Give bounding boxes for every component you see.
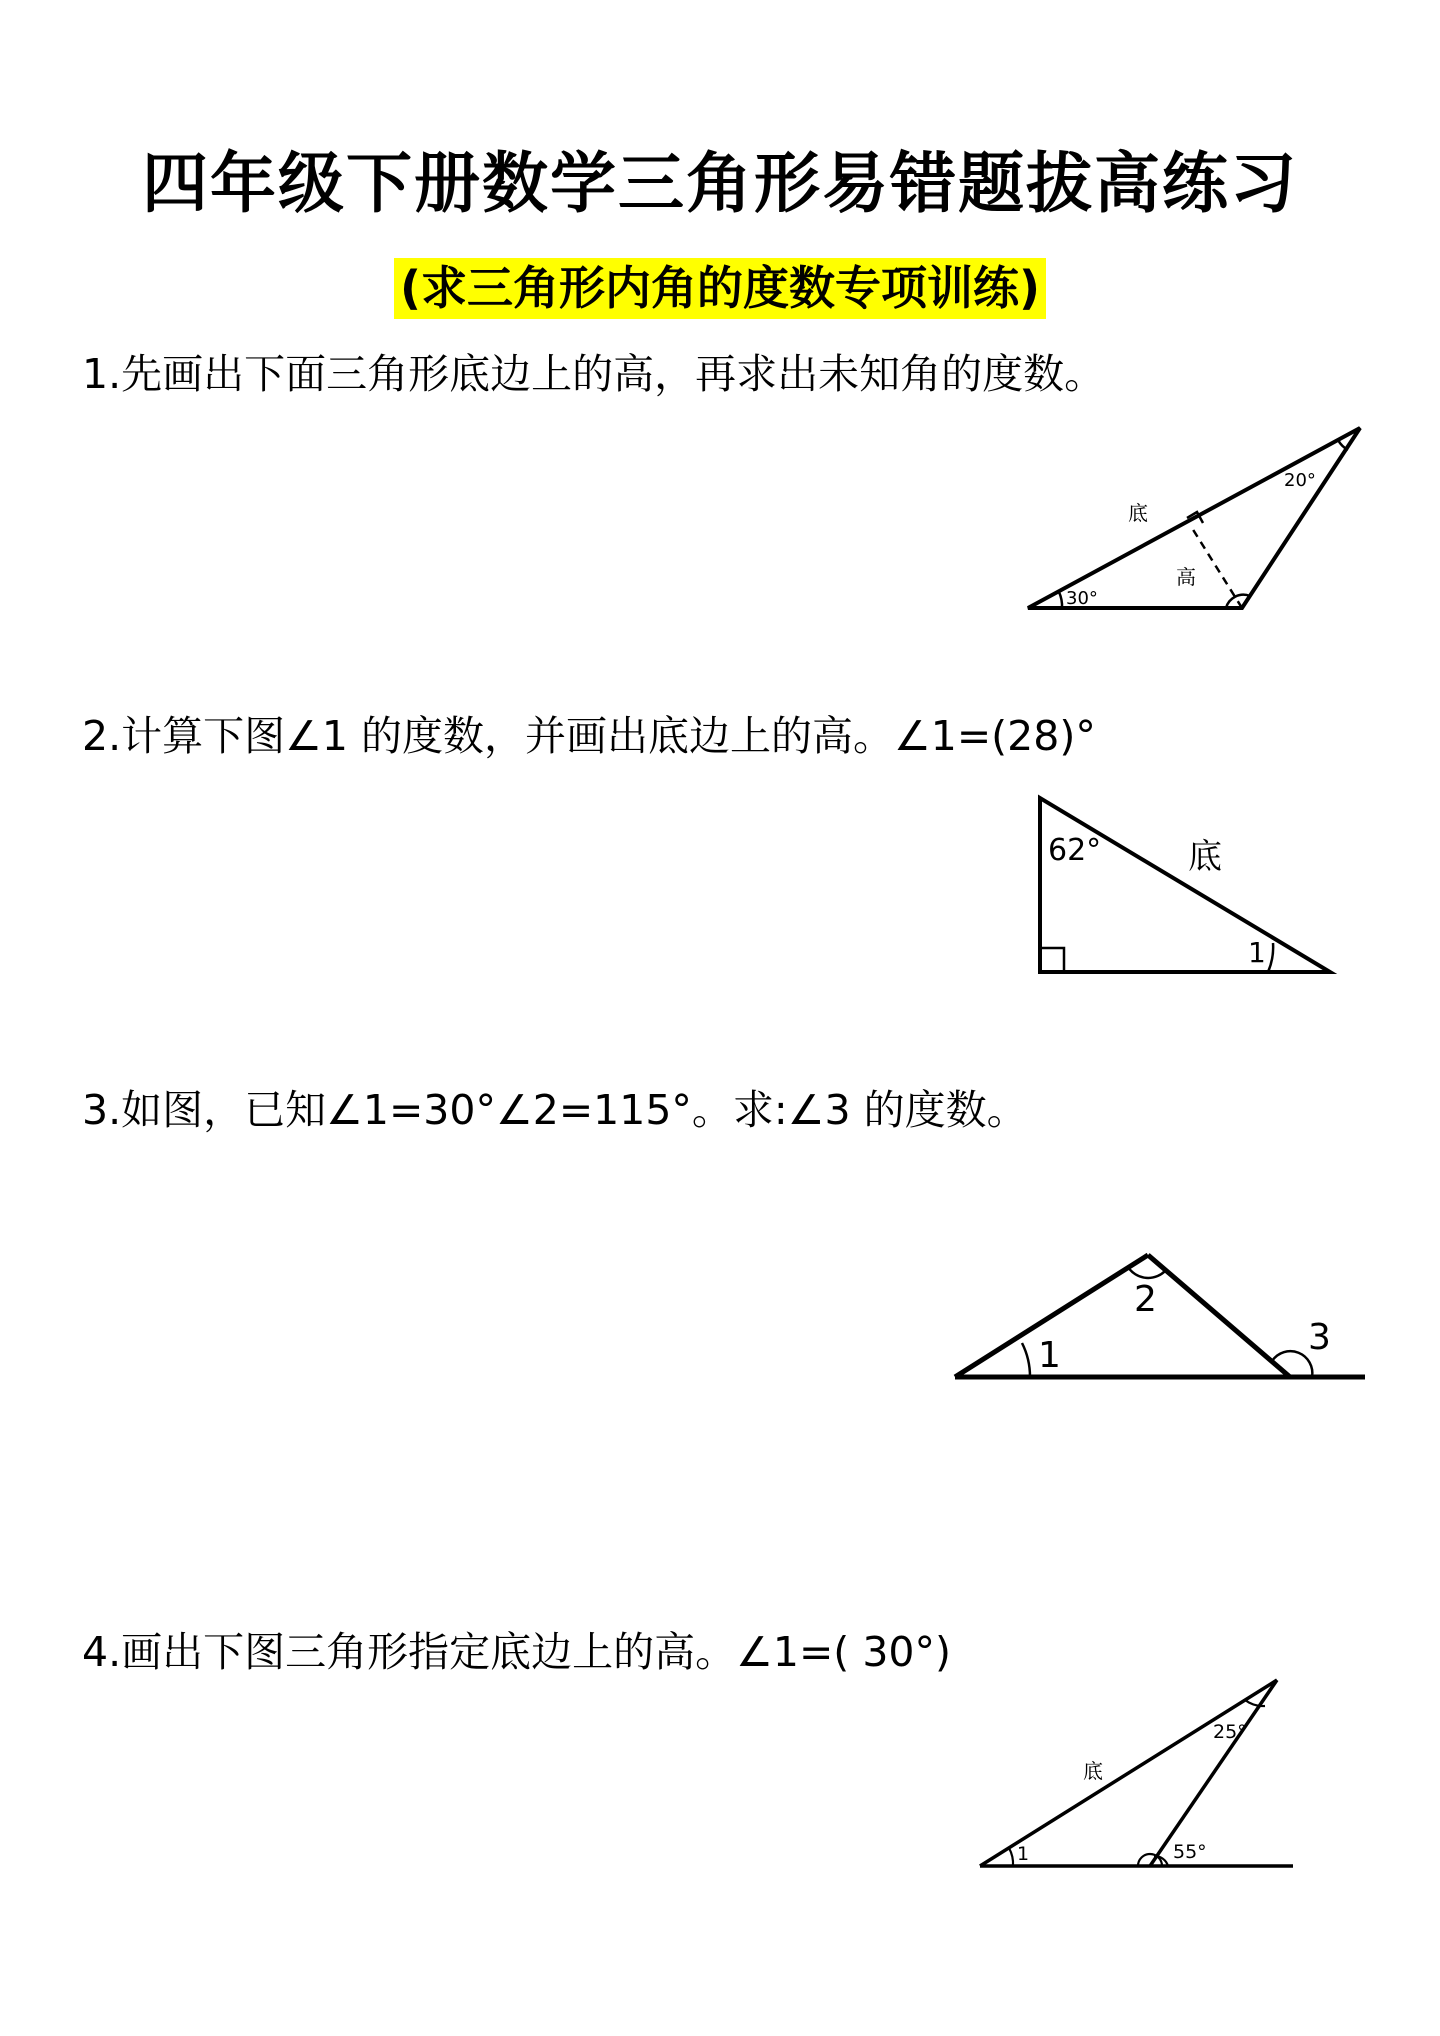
fig1-angle-a-label: 30°: [1066, 588, 1098, 609]
fig3-angle-2-label: 2: [1134, 1279, 1157, 1320]
figure-4-triangle: [975, 1670, 1305, 1875]
fig2-triangle-outline: [1040, 798, 1330, 972]
fig4-angle-1-label: 1: [1017, 1843, 1030, 1865]
fig3-angle-1-label: 1: [1038, 1335, 1061, 1376]
fig4-angle-ext-label: 55°: [1173, 1841, 1207, 1863]
fig4-short-side: [1150, 1680, 1277, 1866]
question-4: 4.画出下图三角形指定底边上的高。∠1=( 30°): [82, 1628, 952, 1676]
question-3: 3.如图，已知∠1=30°∠2=115°。求:∠3 的度数。: [82, 1086, 1028, 1134]
fig3-angle-1-arc: [1022, 1343, 1030, 1377]
figure-2-triangle: [1030, 790, 1340, 980]
fig3-right-side: [1148, 1255, 1290, 1377]
figure-1-triangle: [1020, 420, 1380, 620]
fig1-angle-b-label: 20°: [1284, 470, 1316, 491]
page-title: 四年级下册数学三角形易错题拔高练习: [142, 145, 1298, 222]
fig2-angle-top-label: 62°: [1048, 833, 1102, 868]
fig4-base-label: 底: [1083, 1759, 1103, 1783]
fig2-right-angle-mark: [1040, 948, 1064, 972]
subtitle-wrap: [0, 258, 1440, 319]
question-2: 2.计算下图∠1 的度数，并画出底边上的高。∠1=(28)°: [82, 712, 1096, 760]
fig2-angle-1-arc: [1268, 943, 1273, 972]
question-1: 1.先画出下面三角形底边上的高，再求出未知角的度数。: [82, 350, 1106, 398]
subtitle: (求三角形内角的度数专项训练): [394, 258, 1046, 319]
fig1-height-label: 高: [1176, 565, 1196, 589]
fig4-angle-top-label: 25°: [1213, 1721, 1247, 1743]
fig2-angle-1-label: 1: [1248, 936, 1266, 969]
fig3-angle-3-label: 3: [1308, 1317, 1331, 1358]
fig1-base-label: 底: [1128, 501, 1148, 525]
figure-3-triangle: [950, 1245, 1370, 1385]
fig1-angle-arc-a: [1059, 592, 1062, 608]
fig4-long-side: [980, 1680, 1277, 1866]
fig4-angle-1-arc: [1009, 1848, 1013, 1866]
fig2-base-label: 底: [1188, 837, 1222, 877]
